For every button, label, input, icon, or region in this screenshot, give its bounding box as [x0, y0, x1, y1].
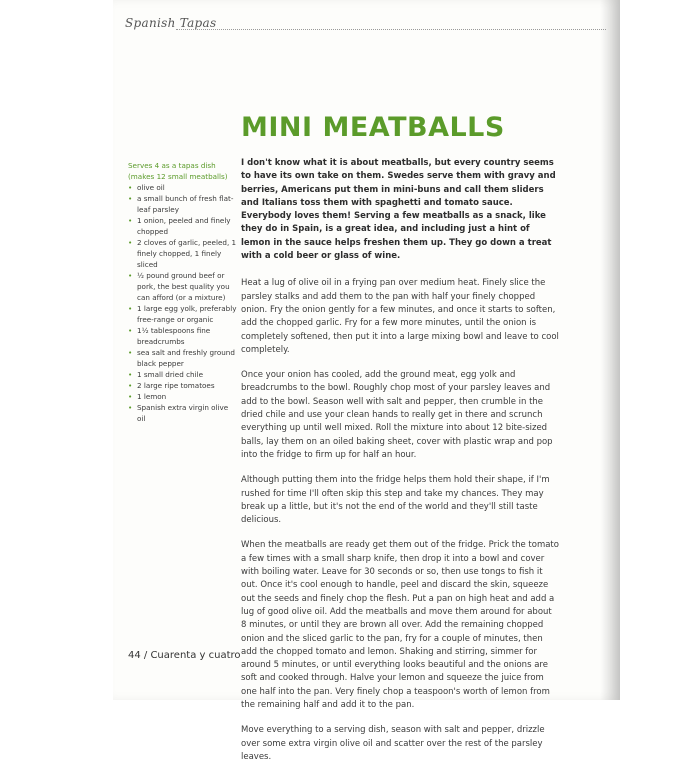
- method-paragraph: Once your onion has cooled, add the ground meat, egg yolk and breadcrumbs to the bowl. Roughly chop most of your parsley leaves and add to the bowl. Season well with salt and pepper, then crumble in the dried chile and use your clean hands to really get in there and scrunch everything up until well mixed. Roll the mixture into about 12 bite-sized balls, lay them on an oiled baking sheet, cover with plastic wrap and pop into the fridge to firm up for half an hour.: [241, 370, 553, 460]
- ingredient-list: [128, 182, 238, 424]
- ingredient-item: • 1 lemon: [128, 391, 238, 402]
- ingredient-item: • olive oil: [128, 182, 238, 193]
- ingredients-sidebar: [128, 160, 238, 424]
- ingredient-item: • 1 small dried chile: [128, 369, 238, 380]
- method-paragraph: Move everything to a serving dish, season with salt and pepper, drizzle over some extra virgin olive oil and scatter over the rest of the parsley leaves.: [241, 725, 545, 762]
- ingredient-item: • sea salt and freshly ground black pepper: [128, 347, 238, 369]
- page-number: 44 / Cuarenta y cuatro: [128, 650, 241, 661]
- header-rule: [176, 29, 606, 30]
- ingredient-item: • 2 cloves of garlic, peeled, 1 finely chopped, 1 finely sliced: [128, 237, 238, 270]
- method-paragraph: Heat a lug of olive oil in a frying pan over medium heat. Finely slice the parsley stalks and add them to the pan with half your finely chopped onion. Fry the onion gently for a few minutes, and once it starts to soften, add the chopped garlic. Fry for a few more minutes, until the onion is completely softened, then put it into a large mixing bowl and leave to cool completely.: [241, 278, 559, 355]
- spine-shadow: [600, 0, 620, 700]
- ingredient-item: • ½ pound ground beef or pork, the best quality you can afford (or a mixture): [128, 270, 238, 303]
- method-paragraph: When the meatballs are ready get them out of the fridge. Prick the tomato a few times with a small sharp knife, then drop it into a bowl and cover with boiling water. Leave for 30 seconds or so, then use tongs to fish it out. Once it's cool enough to handle, peel and discard the skin, squeeze out the seeds and finely chop the flesh. Put a pan on high heat and add a lug of good olive oil. Add the meatballs and move them around for about 8 minutes, or until they are brown all over. Add the remaining chopped onion and the sliced garlic to the pan, fry for a couple of minutes, then add the chopped tomato and lemon. Shaking and stirring, simmer for around 5 minutes, or until everything looks beautiful and the onions are soft and cooked through. Halve your lemon and squeeze the juice from one half into the pan. Very finely chop a teaspoon's worth of lemon from the remaining half and add it to the pan.: [241, 540, 559, 710]
- ingredient-item: • 1½ tablespoons fine breadcrumbs: [128, 325, 238, 347]
- ingredient-item: • a small bunch of fresh flat-leaf parsley: [128, 193, 238, 215]
- ingredient-item: • 2 large ripe tomatoes: [128, 380, 238, 391]
- ingredient-item: • 1 onion, peeled and finely chopped: [128, 215, 238, 237]
- serves-note: Serves 4 as a tapas dish (makes 12 small meatballs): [128, 161, 228, 181]
- intro-paragraph: I don't know what it is about meatballs, but every country seems to have its own take on them. Swedes serve them with gravy and berries, Americans put them in mini-buns and call them sliders and Italians toss them with spaghetti and tomato sauce. Everybody loves them! Serving a few meatballs as a snack, like they do in Spain, is a great idea, and including just a hint of lemon in the sauce helps freshen them up. They go down a treat with a cold beer or glass of wine.: [241, 158, 556, 262]
- ingredient-item: • Spanish extra virgin olive oil: [128, 402, 238, 424]
- section-title: Spanish Tapas: [125, 16, 217, 30]
- method-paragraph: Although putting them into the fridge helps them hold their shape, if I'm rushed for time I'll often skip this step and take my chances. They may break up a little, but it's not the end of the world and they'll still taste delicious.: [241, 475, 550, 526]
- recipe-title: MINI MEATBALLS: [241, 112, 505, 143]
- method-text: [241, 157, 559, 776]
- ingredient-item: • 1 large egg yolk, preferably free-range or organic: [128, 303, 238, 325]
